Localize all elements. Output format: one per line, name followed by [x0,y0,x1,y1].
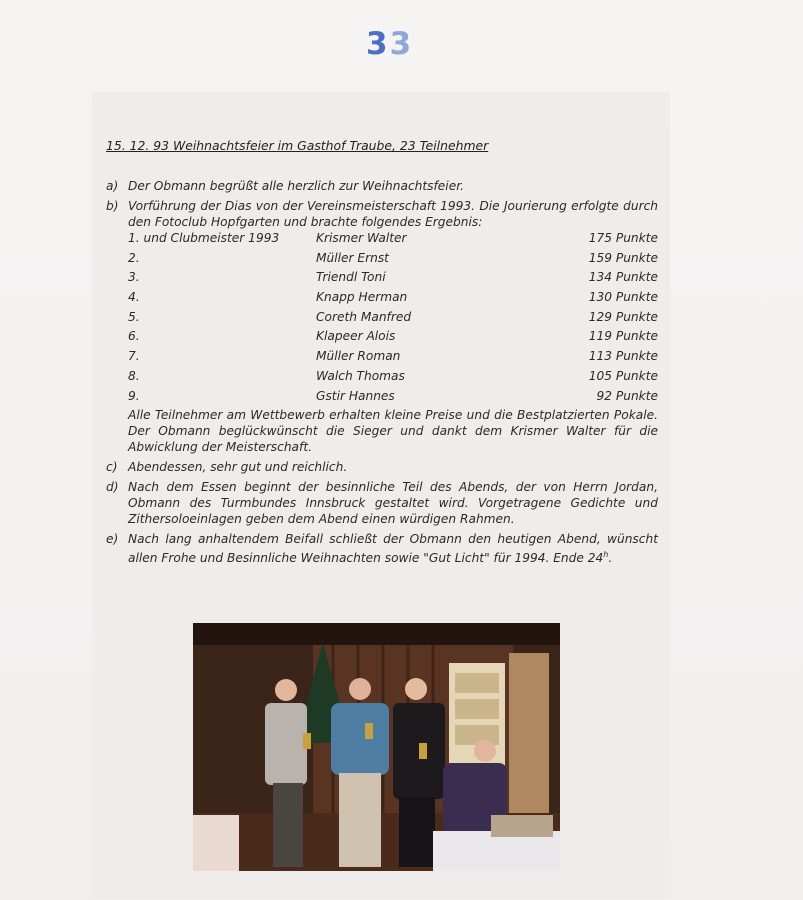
result-place: 9. [128,388,140,403]
result-points: 92 Punkte [596,388,658,403]
table-row [128,368,658,388]
table-row [128,348,658,368]
document-body [106,138,658,570]
table-row [128,289,658,309]
item-text: Nach dem Essen beginnt der besinnliche Teil des Abends, der von Herrn Jordan, Obmann des Turmbundes Innsbruck gestaltet wird. Vorgetragene Gedichte und Zithersoloeinlagen geben dem Abend einen würdigen Rahmen. [128,480,658,527]
item-text [128,531,658,566]
result-place: 5. [128,309,140,324]
item-text: Vorführung der Dias von der Vereinsmeisterschaft 1993. Die Jourierung erfolgte durch den Fotoclub Hopfgarten und brachte folgendes Ergebnis: [128,199,658,229]
photo-illustration [193,623,560,871]
document-heading: 15. 12. 93 Weihnachtsfeier im Gasthof Traube, 23 Teilnehmer [106,138,489,153]
result-name: Klapeer Alois [316,329,396,344]
result-name: Triendl Toni [316,270,386,285]
result-place: 6. [128,329,140,344]
table-row [128,230,658,250]
page-number-digit: 3 [366,26,390,62]
result-place: 1. und Clubmeister 1993 [128,231,280,245]
item-text: Der Obmann begrüßt alle herzlich zur Weihnachtsfeier. [128,179,464,193]
list-item-b [106,198,658,455]
table-row [128,269,658,289]
item-text-main: Nach lang anhaltendem Beifall schließt der Obmann den heutigen Abend, wünscht allen Frohe und Besinnliche Weihnachten sowie "Gut Licht" für 1994. Ende 24 [128,532,658,566]
result-place: 2. [128,250,140,265]
table-row [128,250,658,270]
result-points: 113 Punkte [588,349,658,364]
event-photo [193,623,560,871]
item-marker: c) [106,460,118,475]
list-item-e [106,531,658,566]
result-place: 7. [128,349,140,364]
result-points: 130 Punkte [588,290,658,305]
item-marker: d) [106,480,119,495]
results-table [128,230,658,407]
result-place: 4. [128,290,140,305]
result-name: Krismer Walter [316,231,407,245]
result-name: Gstir Hannes [316,388,395,403]
table-row [128,388,658,408]
result-name: Walch Thomas [316,368,405,383]
result-points: 105 Punkte [588,368,658,383]
list-item-d [106,479,658,527]
result-points: 129 Punkte [588,309,658,324]
table-row [128,309,658,329]
list-item-c [106,459,658,475]
result-name: Müller Ernst [316,250,389,265]
table-row [128,328,658,348]
result-name: Knapp Herman [316,290,408,305]
result-name: Müller Roman [316,349,401,364]
result-points: 175 Punkte [588,231,658,245]
item-marker: a) [106,179,119,193]
result-place: 3. [128,270,140,285]
result-points: 159 Punkte [588,250,658,265]
item-text-end: . [608,551,613,566]
results-note: Alle Teilnehmer am Wettbewerb erhalten kleine Preise und die Bestplatzierten Pokale. Der Obmann beglückwünscht die Sieger und dankt dem Krismer Walter für die Abwicklung der Meisterschaft. [128,408,658,455]
item-marker: e) [106,532,119,547]
item-marker: b) [106,199,119,213]
item-text: Abendessen, sehr gut und reichlich. [128,460,348,475]
result-points: 119 Punkte [588,329,658,344]
result-place: 8. [128,368,140,383]
page-number [366,26,413,62]
page-number-digit: 3 [389,26,414,62]
result-name: Coreth Manfred [316,309,412,324]
result-points: 134 Punkte [588,270,658,285]
time-superscript: h [603,550,609,560]
list-item-a [106,178,658,194]
